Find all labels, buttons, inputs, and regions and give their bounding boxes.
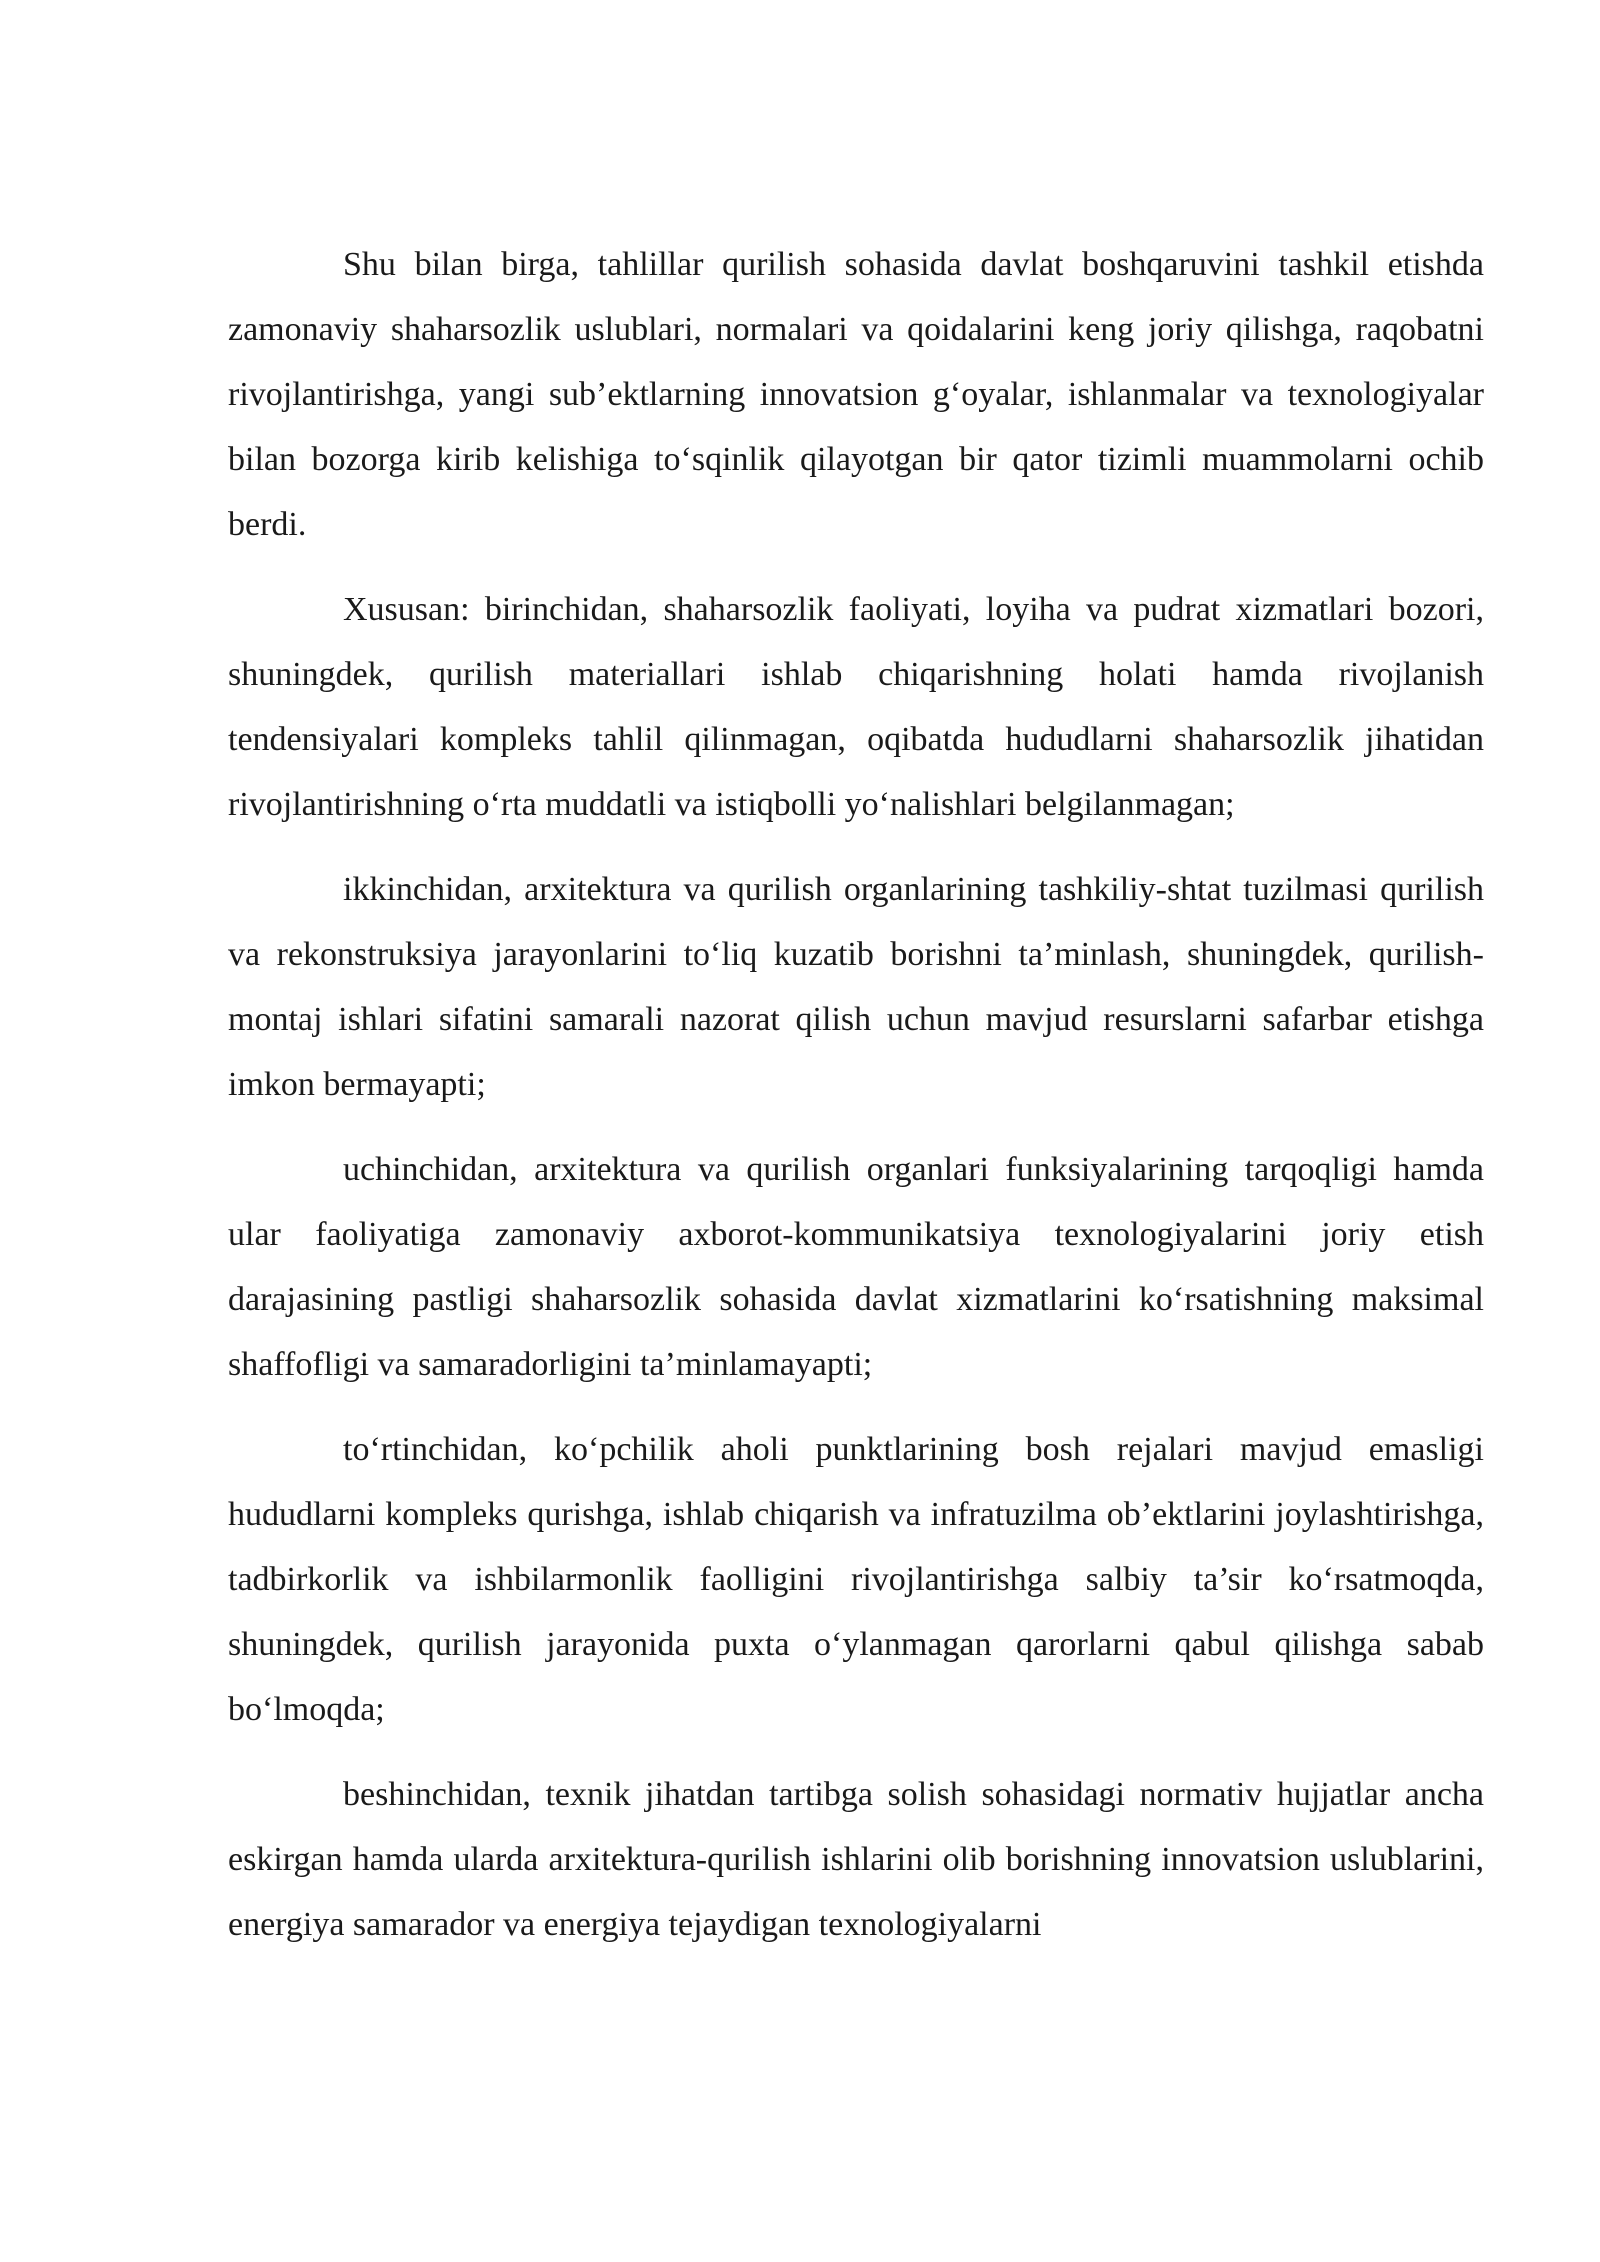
paragraph-intro: Shu bilan birga, tahlillar qurilish sohasida davlat boshqaruvini tashkil etishda zamonaviy shaharsozlik uslublari, normalari va qoidalarini keng joriy qilishga, raqobatni rivojlantirishga, yangi sub’ektlarning innovatsion g‘oyalar, ishlanmalar va texnologiyalar bilan bozorga kirib kelishiga to‘sqinlik qilayotgan bir qator tizimli muammolarni ochib berdi. — [228, 246, 1484, 543]
paragraph-first-point: Xususan: birinchidan, shaharsozlik faoliyati, loyiha va pudrat xizmatlari bozori, shuningdek, qurilish materiallari ishlab chiqarishning holati hamda rivojlanish tendensiyalari kompleks tahlil qilinmagan, oqibatda hududlarni shaharsozlik jihatidan rivojlantirishning o‘rta muddatli va istiqbolli yo‘nalishlari belgilanmagan; — [228, 591, 1484, 823]
document-page — [228, 232, 1484, 1977]
paragraph-fifth-point: beshinchidan, texnik jihatdan tartibga solish sohasidagi normativ hujjatlar ancha eskirgan hamda ularda arxitektura-qurilish ishlarini olib borishning innovatsion uslublarini, energiya samarador va energiya tejaydigan texnologiyalarni — [228, 1776, 1484, 1943]
paragraph-fourth-point: to‘rtinchidan, ko‘pchilik aholi punktlarining bosh rejalari mavjud emasligi hududlarni kompleks qurishga, ishlab chiqarish va infratuzilma ob’ektlarini joylashtirishga, tadbirkorlik va ishbilarmonlik faolligini rivojlantirishga salbiy ta’sir ko‘rsatmoqda, shuningdek, qurilish jarayonida puxta o‘ylanmagan qarorlarni qabul qilishga sabab bo‘lmoqda; — [228, 1431, 1484, 1728]
paragraph-second-point: ikkinchidan, arxitektura va qurilish organlarining tashkiliy-shtat tuzilmasi qurilish va rekonstruksiya jarayonlarini to‘liq kuzatib borishni ta’minlash, shuningdek, qurilish-montaj ishlari sifatini samarali nazorat qilish uchun mavjud resurslarni safarbar etishga imkon bermayapti; — [228, 871, 1484, 1103]
paragraph-third-point: uchinchidan, arxitektura va qurilish organlari funksiyalarining tarqoqligi hamda ular faoliyatiga zamonaviy axborot-kommunikatsiya texnologiyalarini joriy etish darajasining pastligi shaharsozlik sohasida davlat xizmatlarini ko‘rsatishning maksimal shaffofligi va samaradorligini ta’minlamayapti; — [228, 1151, 1484, 1383]
